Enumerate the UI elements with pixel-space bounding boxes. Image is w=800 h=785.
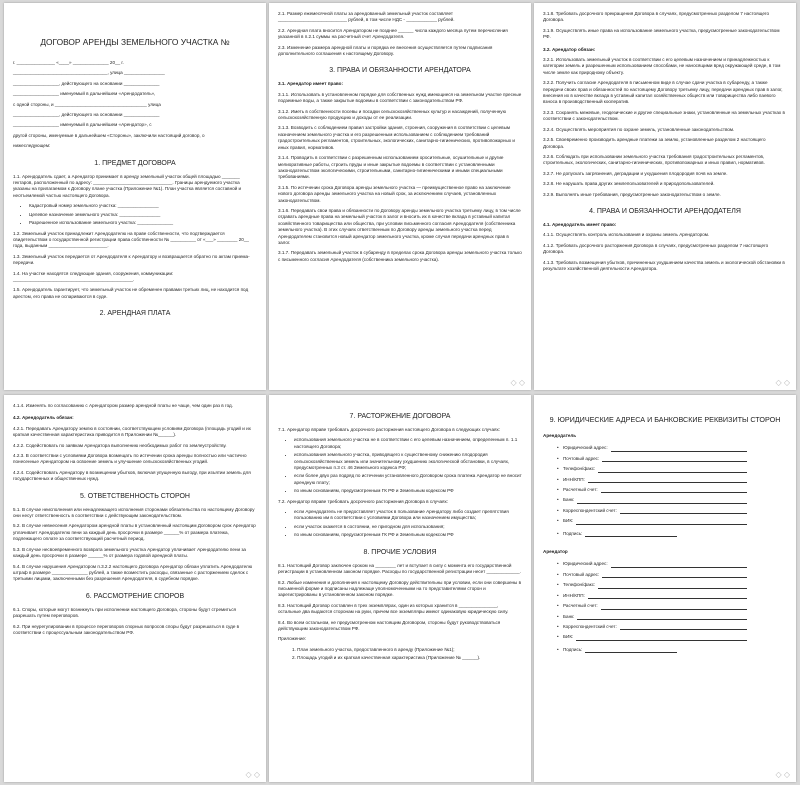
bullet: • [557, 592, 559, 598]
requisite-label: Расчетный счет: [563, 487, 598, 493]
bullet: • [557, 455, 559, 461]
clause-1-4: 1.4. На участке находятся следующие здания, сооружения, коммуникации: _______________________________________________. [13, 270, 174, 282]
list-item: • использования земельного участка, приводящего к существенному снижению плодородия сельскохозяйственных земель или значительному ухудшению экологической обстановки, в случаях, предусмотренных п.3 ст. 46 Земельного кодекса РФ; [294, 452, 522, 471]
bullet: • [557, 466, 559, 472]
clause-3-1-6: 3.1.6. Передавать свои права и обязанности по Договору аренды земельного участка третьему лицу, в том числе отдавать арендные права на земельный участок в залог и вносить их в качестве вклада в уставный капитал хозяйственного товарищества или общества, при условии письменного согласия Арендодателя (собственника земельного участка). В этих случаях ответственным по Договору аренды земельного участка перед Арендодателем становится новый арендатор земельного участка, кроме случая передачи арендных прав в залог. [278, 207, 521, 245]
bullet: • [557, 487, 559, 493]
list-item: • если более двух раз подряд по истечении установленного Договором срока платежа Арендатор не вносит арендную плату; [294, 473, 522, 486]
subsection-head [543, 222, 787, 228]
fill-line [598, 467, 747, 473]
subsection-head [278, 81, 522, 87]
clause-8-3: 8.3. Настоящий Договор составлен в трех экземплярах, один из которых хранится в _______________, остальные два выдаются сторонам на руки, причем все экземпляры имеют одинаковую юридическую силу. [278, 602, 509, 615]
appendix-item: 1. План земельного участка, предоставленного в аренду (Приложение №1); [292, 646, 455, 652]
clause-3-2-4: 3.2.4. Осуществлять мероприятия по охране земель, установленные законодательством. [543, 126, 735, 132]
requisite-label: Корреспондентский счет: [563, 623, 617, 629]
bullet: • [557, 582, 559, 588]
section-title: 6. РАССМОТРЕНИЕ СПОРОВ [85, 592, 185, 600]
clause-5-4: 5.4. В случае нарушения Арендатором п.3.2.2 настоящего Договора Арендатор обязан уплатить Арендодателю штраф в размере ______________ рублей, а также возместить расходы, связанные с расторжением сделок с третьими лицами, заключенными без разрешения Арендодателя, в судебном порядке. [13, 563, 253, 582]
subsection-head-text: 4.1. Арендодатель имеет право: [543, 221, 617, 227]
clause-4-1-3: 4.1.3. Требовать возмещения убытков, причиненных ухудшением качества земель и экологической обстановки в результате хозяйственной деятельности Арендатора. [543, 259, 785, 271]
bullet: • [557, 518, 559, 524]
page-5[interactable] [269, 395, 531, 782]
fill-line [601, 604, 747, 610]
section-title: 7. РАСТОРЖЕНИЕ ДОГОВОРА [349, 413, 451, 420]
clause-4-1-1: 4.1.1. Осуществлять контроль использования и охраны земель Арендатором. [543, 232, 710, 238]
list-item: • если Арендодатель не предоставляет участок в пользование Арендатору либо создает препятствия пользованию им в соответствии с условиями Договора или назначением имущества; [294, 509, 522, 522]
requisite-label: Банк: [563, 613, 575, 619]
bullet: • [557, 507, 559, 513]
requisite-label: Расчетный счет: [563, 603, 598, 609]
clause-4-1-4: 4.1.4. Изменять по согласованию с Арендатором размер арендной платы не чаще, чем один раз в год. [13, 403, 233, 408]
land-plot-list [13, 203, 257, 226]
signature-label: Подпись: [563, 530, 583, 536]
list-item: • если участок окажется в состоянии, не пригодном для использования; [294, 524, 522, 530]
list-item: • по иным основаниям, предусмотренным ГК РФ и Земельным кодексом РФ [294, 488, 522, 494]
requisite-row [557, 508, 787, 514]
clause-1-3: 1.3. Земельный участок передается от Арендодателя к Арендатору и возвращается обратно по актам приема-передачи. [13, 253, 250, 266]
fill-line [588, 477, 747, 483]
fill-line [602, 456, 747, 462]
requisite-row [557, 614, 787, 620]
requisite-label: ИНН/КПП: [563, 476, 585, 482]
signature-line [585, 647, 677, 653]
section-title: 3. ПРАВА И ОБЯЗАННОСТИ АРЕНДАТОРА [329, 67, 471, 75]
section-title: 4. ПРАВА И ОБЯЗАННОСТИ АРЕНДОДАТЕЛЯ [589, 207, 741, 215]
document-title: ДОГОВОР АРЕНДЫ ЗЕМЕЛЬНОГО УЧАСТКА № [40, 37, 230, 47]
document-preview-grid [4, 3, 796, 782]
clause-4-2-3: 4.2.3. В соответствии с условиями Договора возмещать по истечении срока аренды полностью или частично понесенные Арендатором на освоение земель и улучшение сельскохозяйственных угодий. [13, 453, 247, 465]
clause-7-1: 7.1. Арендатор вправе требовать досрочного расторжения настоящего Договора в следующих случаях: [278, 427, 501, 432]
bullet: • [557, 561, 559, 567]
signature-label: Подпись: [563, 646, 583, 652]
clause-3-1-9: 3.1.9. Осуществлять иные права на использование земельного участка, предусмотренные законодательством РФ. [543, 27, 780, 40]
list-item: • Разрешенное использование земельного участка: ______________ [29, 220, 257, 226]
header-line: __________________ именуемый в дальнейшем «Арендодатель», [13, 91, 156, 97]
clause-3-1-8: 3.1.8. Требовать досрочного прекращения Договора в случаях, предусмотренных разделом 7 настоящего Договора. [543, 11, 770, 23]
requisite-row [557, 561, 787, 567]
requisite-row [557, 466, 787, 472]
clause-8-4: 8.4. Во всем остальном, не предусмотренном настоящим Договором, стороны будут руководствоваться действующим законодательством РФ. [278, 619, 501, 631]
clause-3-2-9: 3.2.9. Выполнять иные требования, предусмотренные законодательством о земле. [543, 191, 721, 197]
clause-3-1-1: 3.1.1. Использовать в установленном порядке для собственных нужд имеющиеся на земельном участке пресные подземные воды, а также закрытые водоемы в соответствии с законодательством РФ. [278, 91, 522, 104]
bullet: • [557, 613, 559, 619]
bullet: • [557, 476, 559, 482]
fill-line [611, 562, 747, 568]
clause-3-2-3: 3.2.3. Сохранять межевые, геодезические и другие специальные знаки, установленные на земельных участках в соответствии с законодательством. [543, 109, 785, 122]
clause-1-2: 1.2. Земельный участок принадлежит Арендодателю на праве собственности, что подтверждается свидетельством о государственной регистрации права собственности № __________ от «___» ________ 20__ года, выданным _______________________. [13, 230, 249, 249]
requisite-label: ИНН/КПП: [563, 592, 585, 598]
fill-line [620, 508, 747, 514]
requisite-label: Телефон/факс: [563, 582, 596, 588]
signature-line [585, 531, 677, 537]
subsection-head [13, 415, 257, 421]
bullet: • [557, 445, 559, 451]
clause-3-1-4: 3.1.4. Проводить в соответствии с разрешенным использованием оросительные, осушительные и другие мелиоративные работы, строить пруды и иные закрытые водоемы в соответствии с установленными законодательством экологическими, строительными, санитарно-гигиеническими и иными специальными требованиями. [278, 155, 504, 180]
subsection-head-text: 4.2. Арендодатель обязан: [13, 415, 74, 421]
appendix-item: 2. Площадь угодий и их краткая качественная характеристика (Приложение № ______). [292, 655, 481, 661]
section-title: 1. ПРЕДМЕТ ДОГОВОРА [94, 159, 176, 167]
section-title: 8. ПРОЧИЕ УСЛОВИЯ [363, 548, 437, 556]
requisite-row [557, 603, 787, 609]
clause-2-2: 2.2. Арендная плата вносится Арендатором не позднее ______ числа каждого месяца путем перечисления указанной в п.2.1 суммы на расчетный счет Арендодателя. [278, 27, 508, 40]
fill-line [588, 593, 747, 599]
clause-7-2: 7.2. Арендатор вправе требовать досрочного расторжения Договора в случаях: [278, 498, 449, 504]
list-item: • по иным основаниям, предусмотренным ГК РФ и Земельным кодексом РФ [294, 532, 522, 538]
landlord-heading: Арендодатель [543, 433, 577, 438]
subsection-head-text: 3.2. Арендатор обязан: [543, 46, 596, 52]
clause-5-2: 5.2. В случае невнесения Арендатором арендной платы в установленный настоящим Договором срок Арендатор уплачивает Арендодателю пени за каждый день просрочки в размере ______% от размера платежа, подлежащего оплате за соответствующий расчетный период. [13, 523, 256, 542]
clause-4-1-2: 4.1.2. Требовать досрочного расторжения Договора в случаях, предусмотренных разделом 7 настоящего Договора. [543, 242, 769, 255]
requisite-label: Телефон/факс: [563, 466, 596, 472]
landlord-details [543, 445, 787, 537]
clause-8-1: 8.1. Настоящий Договор заключен сроком на ________ лет и вступает в силу с момента его государственной регистрации в установленном законом порядке. Расходы по государственной регистрации несет _____________. [278, 562, 521, 575]
subsection-head-text: 3.1. Арендатор имеет право: [278, 81, 343, 87]
requisite-row [557, 572, 787, 578]
header-line: г. _______________ «____» ______________ 20__ г. [13, 60, 124, 65]
clause-3-1-3: 3.1.3. Возводить с соблюдением правил застройки здания, строения, сооружения в соответствии с целевым назначением земельного участка и его разрешенным использованием с соблюдением требований градостроительных регламентов, строительных, экологических, санитарно-гигиенических, противопожарных и иных правил, нормативов. [278, 125, 515, 150]
header-line: другой стороны, именуемые в дальнейшем «Стороны», заключили настоящий договор, о [13, 132, 205, 138]
tenant-details [543, 561, 787, 653]
requisite-label: Юридический адрес: [563, 445, 608, 451]
bullet: • [557, 623, 559, 629]
signature-row [557, 531, 787, 537]
requisite-label: Юридический адрес: [563, 561, 608, 567]
fill-line [598, 583, 747, 589]
clause-3-1-5: 3.1.5. По истечении срока Договора аренды земельного участка — преимущественное право на заключение нового договора аренды земельного участка на новый срок, за исключением случаев, установленных законодательством. [278, 184, 511, 203]
clause-4-2-1: 4.2.1. Передавать Арендатору землю в состоянии, соответствующем условиям Договора (площадь угодий и их краткая качественная характеристика приводится в Приложении №______). [13, 425, 251, 438]
clause-3-2-8: 3.2.8. Не нарушать права других землепользователей и природопользователей. [543, 181, 715, 187]
requisite-row [557, 497, 787, 503]
page-2[interactable] [269, 3, 531, 390]
requisite-label: БИК: [563, 518, 574, 524]
requisite-row [557, 477, 787, 483]
requisite-row [557, 582, 787, 588]
requisite-row [557, 456, 787, 462]
page-1[interactable] [4, 3, 266, 390]
list-item: • Кадастровый номер земельного участка: ________________ [29, 203, 257, 209]
requisite-row [557, 518, 787, 524]
appendix-head: Приложение: [278, 636, 307, 642]
clause-4-2-2: 4.2.2. Содействовать по заявкам Арендатора выполнению необходимых работ по землеустройству. [13, 442, 227, 448]
clause-5-3: 5.3. В случае несвоевременного возврата земельного участка Арендатор уплачивает Арендодателю пени за каждый день просрочки в размере ______% от размера годовой арендной платы. [13, 546, 246, 559]
page-curl-icon: ◇ ◇ [510, 377, 525, 387]
bullet: • [557, 603, 559, 609]
requisite-row [557, 634, 787, 640]
clause-5-1: 5.1. В случае неисполнения или ненадлежащего исполнения сторонами обязательства по настоящему Договору они несут ответственность в соответствии с действующим законодательством. [13, 506, 255, 519]
bullet: • [557, 530, 559, 536]
bullet: • [557, 634, 559, 640]
header-line: с одной стороны, и ____________________________________ улица [13, 101, 161, 107]
list-item: • Целевое назначение земельного участка: ________________ [29, 212, 257, 218]
clause-2-3: 2.3. Изменение размера арендной платы и порядка ее внесения осуществляется путем подписания дополнительного соглашения к настоящему Договору. [278, 44, 493, 57]
clause-2-1: 2.1. Размер ежемесячной платы за арендованный земельный участок составляет ___________________________ рублей, в том числе НДС - ____________ рублей. [278, 11, 455, 23]
header-line: нижеследующем: [13, 143, 51, 149]
fill-line [577, 498, 747, 504]
requisite-row [557, 624, 787, 630]
bullet: • [557, 497, 559, 503]
page-3[interactable] [534, 3, 796, 390]
clause-3-2-6: 3.2.6. Соблюдать при использовании земельного участка требования градостроительных регламентов, строительных, экологических, санитарно-гигиенических, противопожарных и иных правил, нормативов. [543, 153, 765, 166]
tenant-heading: Арендатор [543, 549, 568, 555]
page-6[interactable] [534, 395, 796, 782]
fill-line [577, 614, 747, 620]
clause-6-2: 6.2. При неурегулировании в процессе переговоров спорных вопросов споры будут разрешаться в суде в соответствии с процессуальным законодательством РФ. [13, 623, 240, 635]
clause-3-1-7: 3.1.7. Передавать земельный участок в субаренду в пределах срока Договора аренды земельного участка только с письменного согласия Арендодателя (собственника земельного участка). [278, 250, 522, 262]
requisite-row [557, 593, 787, 599]
header-line: _____________________________________, улица ________________ [13, 70, 165, 76]
clause-3-1-2: 3.1.2. Иметь в собственности посевы и посадки сельскохозяйственных культур и насаждений, полученную сельскохозяйственную продукцию и доходы от ее реализации. [278, 108, 507, 121]
subsection-head [543, 47, 787, 53]
clause-4-2-4: 4.2.4. Содействовать Арендатору в возмещении убытков, включая упущенную выгоду, при изъятии земель для государственных и общественных нужд. [13, 469, 251, 482]
fill-line [576, 635, 747, 641]
section-title: 9. ЮРИДИЧЕСКИЕ АДРЕСА И БАНКОВСКИЕ РЕКВИЗИТЫ СТОРОН [549, 415, 781, 424]
clause-1-5: 1.5. Арендодатель гарантирует, что земельный участок не обременен правами третьих лиц, не находится под арестом, его права не оспариваются в суде. [13, 287, 249, 299]
page-curl-icon: ◇ ◇ [775, 769, 790, 779]
termination-list-1 [278, 437, 522, 494]
section-title: 5. ОТВЕТСТВЕННОСТЬ СТОРОН [80, 492, 190, 500]
fill-line [620, 624, 747, 630]
page-curl-icon: ◇ ◇ [775, 377, 790, 387]
section-title: 2. АРЕНДНАЯ ПЛАТА [99, 310, 171, 318]
fill-line [611, 446, 747, 452]
fill-line [576, 519, 747, 525]
clause-6-1: 6.1. Споры, которые могут возникнуть при исполнении настоящего Договора, стороны будут стремиться разрешать путем переговоров. [13, 606, 237, 619]
clause-3-2-2: 3.2.2. Получить согласие Арендодателя в письменном виде в случае сдачи участка в субаренду, а также передачи своих прав и обязанностей по настоящему Договору третьему лицу, передачи арендных прав в залог, внесения их в качестве вклада в уставный капитал хозяйственных обществ или товарищества либо паевого взноса в производственный кооператив. [543, 80, 783, 105]
requisite-label: Банк: [563, 497, 575, 503]
clause-3-2-5: 3.2.5. Своевременно производить арендные платежи за землю, установленные разделом 2 настоящего Договора. [543, 137, 766, 149]
header-block [13, 60, 257, 150]
list-item: • использования земельного участка не в соответствии с его целевым назначением, определенным п. 1.1 настоящего Договора; [294, 437, 522, 450]
fill-line [601, 487, 747, 493]
page-4[interactable] [4, 395, 266, 782]
bullet: • [557, 571, 559, 577]
clause-3-2-7: 3.2.7. Не допускать загрязнения, деградации и ухудшения плодородия почв на земле. [543, 170, 728, 176]
requisite-label: БИК: [563, 634, 574, 640]
fill-line [602, 572, 747, 578]
clause-3-2-1: 3.2.1. Использовать земельный участок в соответствии с его целевым назначением и принадлежностью к категории земель и разрешенным использованием способами, не наносящими вред окружающей среде, в том числе земле как природному объекту. [543, 57, 781, 75]
clause-1-1: 1.1. Арендодатель сдает, а Арендатор принимает в аренду земельный участок общей площадью _______ гектаров, расположенный по адресу: _______________________________. Границы арендуемого участка указаны на прилагаемом к Договору плане участка (Приложение №1). План участка является составной и неотъемлемой частью настоящего Договора. [13, 173, 242, 198]
clause-8-2: 8.2. Любые изменения и дополнения к настоящему Договору действительны при условии, если они совершены в письменной форме и подписаны надлежаще уполномоченными на то представителями сторон и зарегистрированы в установленном законом порядке. [278, 579, 522, 598]
header-line: __________________, действующего на основании ______________ [13, 112, 160, 118]
page-curl-icon: ◇ ◇ [245, 769, 260, 779]
bullet: • [557, 646, 559, 652]
requisite-label: Корреспондентский счет: [563, 507, 617, 513]
signature-row [557, 647, 787, 653]
header-line: __________________ именуемый в дальнейшем «Арендатор», с [13, 122, 152, 128]
header-line: __________________, действующего на основании ______________ [13, 80, 160, 86]
requisite-label: Почтовый адрес: [563, 455, 600, 461]
requisite-row [557, 445, 787, 451]
requisite-label: Почтовый адрес: [563, 571, 600, 577]
termination-list-2 [278, 509, 522, 539]
requisite-row [557, 487, 787, 493]
